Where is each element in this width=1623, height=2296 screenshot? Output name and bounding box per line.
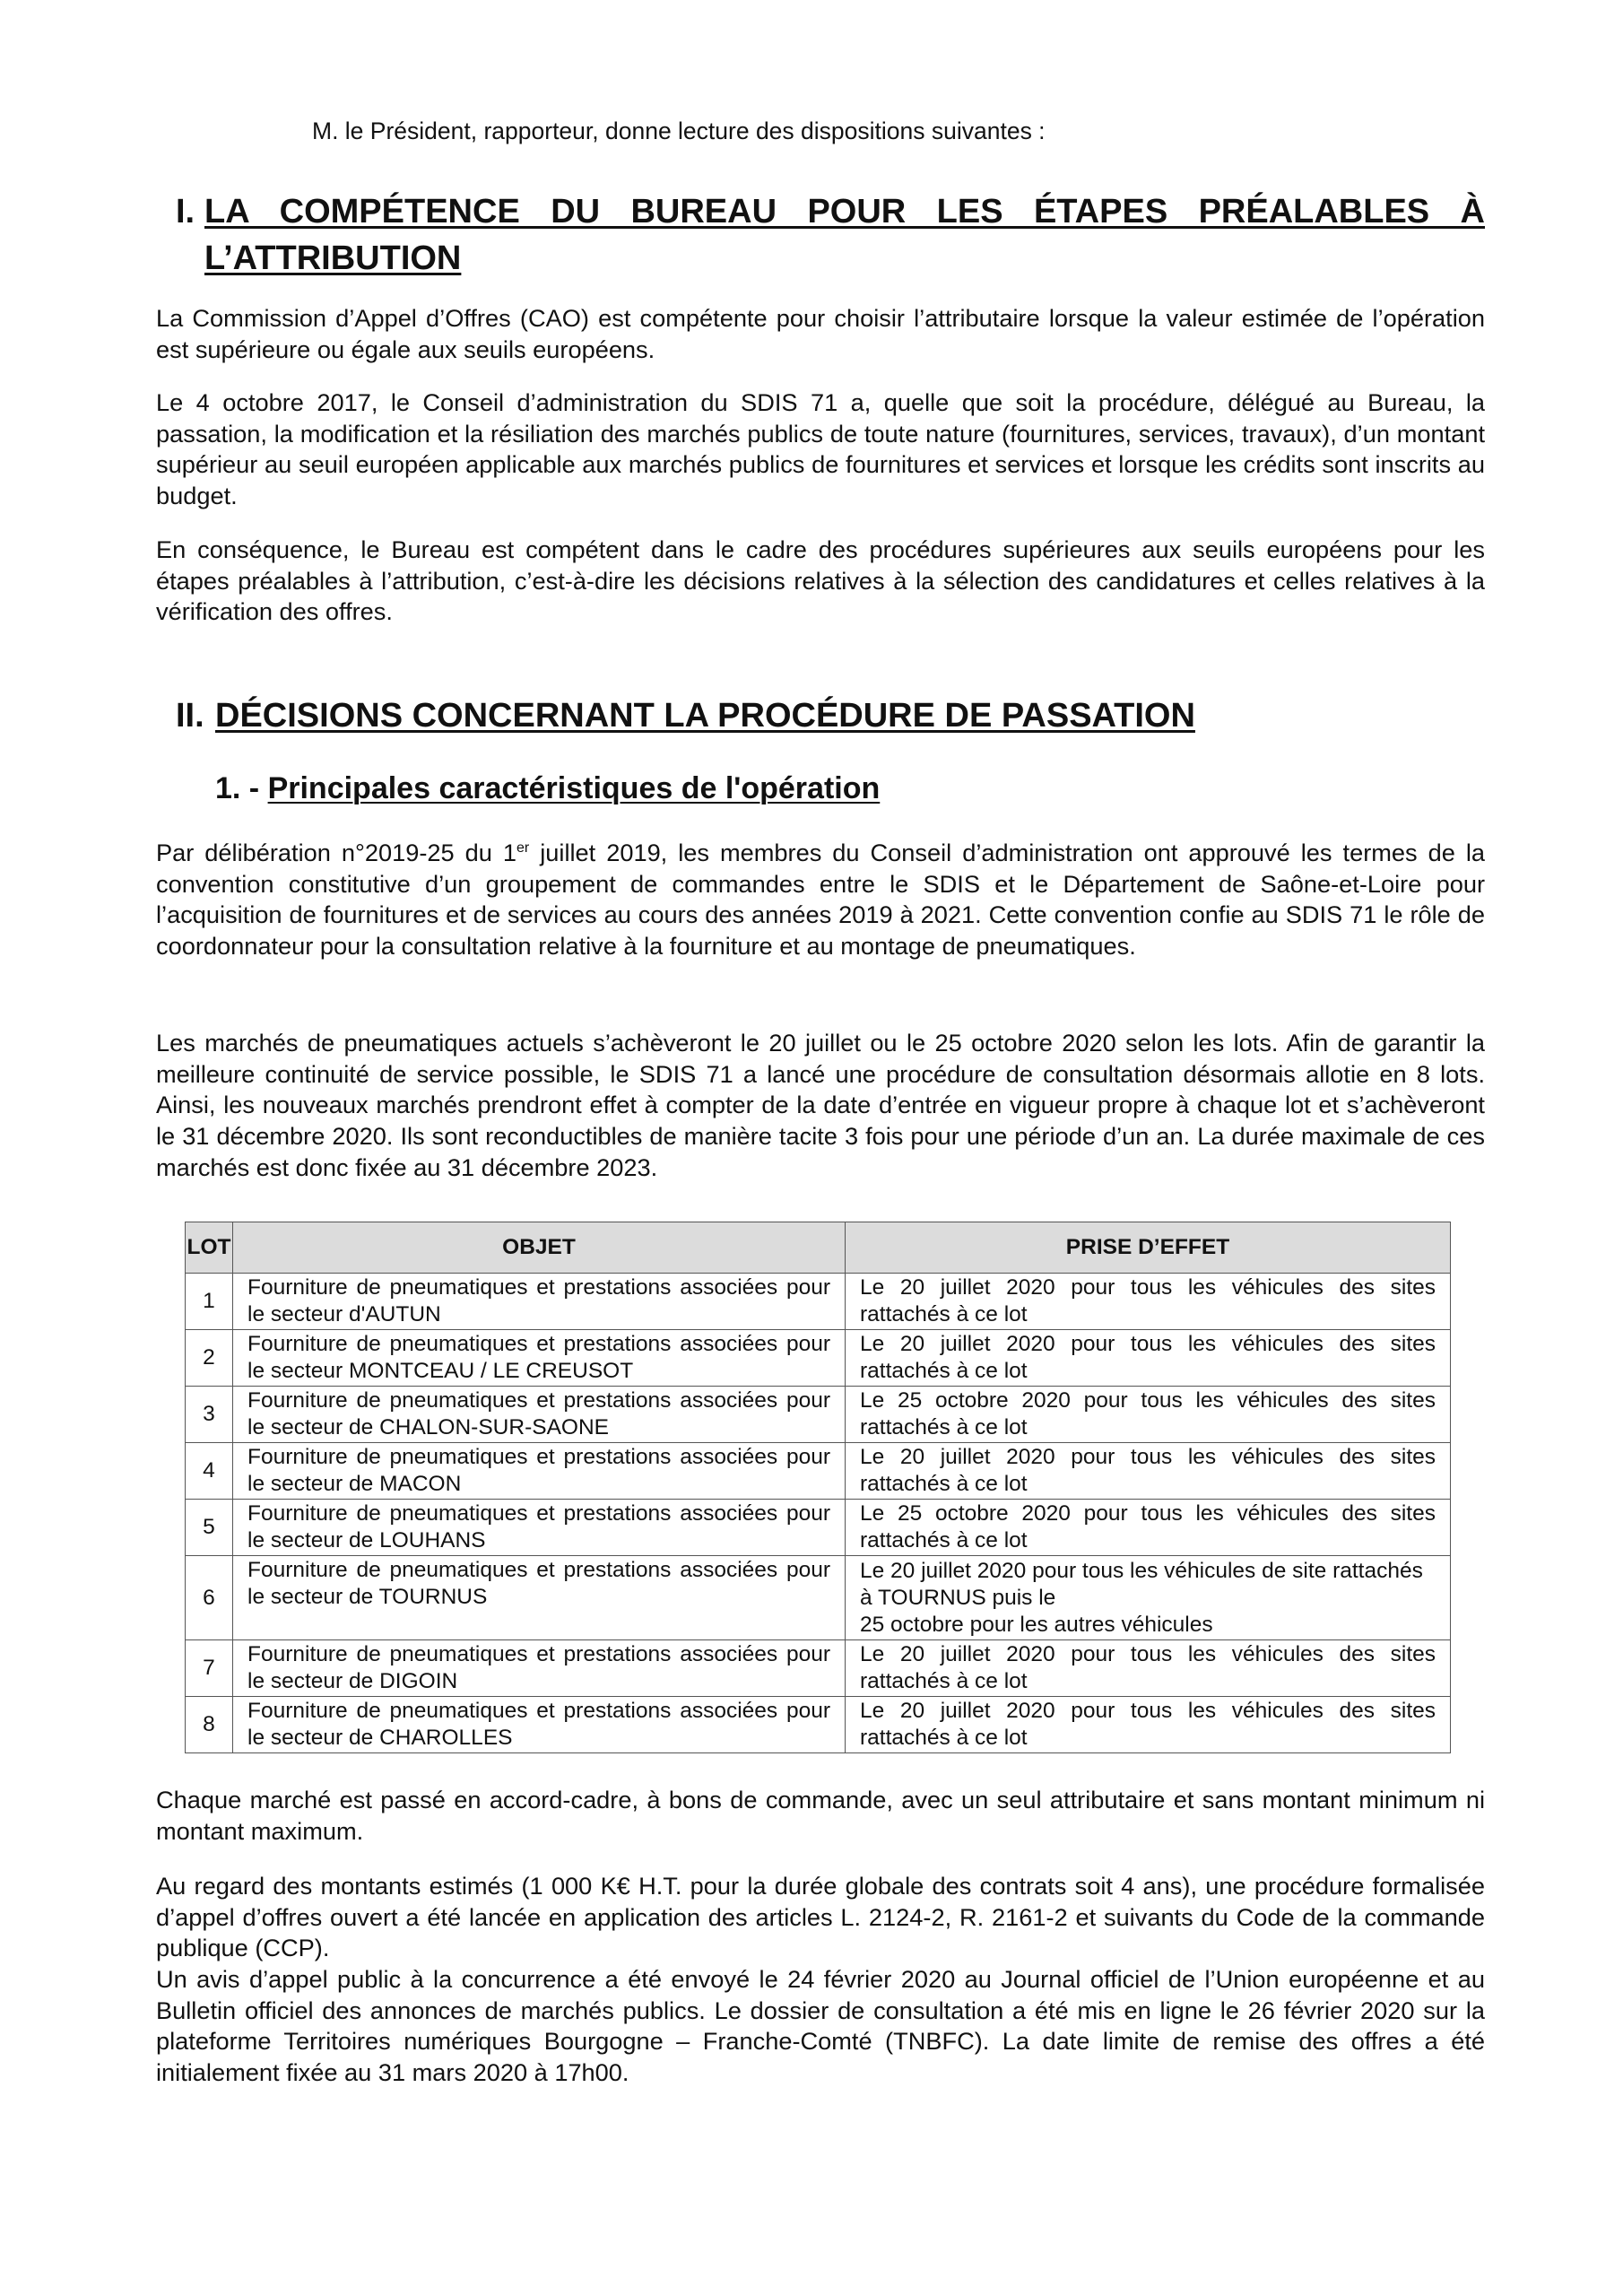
- section-2-number: II.: [176, 697, 204, 735]
- table-row: [186, 1640, 1451, 1697]
- lot-objet: Fourniture de pneumatiques et prestations associées pour le secteur de TOURNUS: [233, 1556, 846, 1640]
- section-1-title: LA COMPÉTENCE DU BUREAU POUR LES ÉTAPES PRÉALABLES À L’ATTRIBUTION: [204, 193, 1485, 277]
- table-row: [186, 1387, 1451, 1443]
- lot-objet: Fourniture de pneumatiques et prestations associées pour le secteur de CHAROLLES: [233, 1697, 846, 1753]
- lot-prise-effet: Le 25 octobre 2020 pour tous les véhicules des sites rattachés à ce lot: [846, 1387, 1451, 1443]
- table-row: [186, 1330, 1451, 1387]
- superscript: er: [516, 839, 530, 856]
- lot-number: 6: [186, 1556, 233, 1640]
- lot-prise-effet: Le 20 juillet 2020 pour tous les véhicules des sites rattachés à ce lot: [846, 1443, 1451, 1500]
- lot-number: 5: [186, 1500, 233, 1556]
- lot-number: 3: [186, 1387, 233, 1443]
- lot-objet: Fourniture de pneumatiques et prestations associées pour le secteur de MACON: [233, 1443, 846, 1500]
- section-2-paragraph-4: Au regard des montants estimés (1 000 K€ H.T. pour la durée globale des contrats soit 4 ans), une procédure formalisée d’appel d’offres ouvert a été lancée en application des articles L. 2124-2, R. 2161-2 et suivants du Code de la commande publique (CCP).: [156, 1872, 1485, 1962]
- section-2-paragraph-2: Les marchés de pneumatiques actuels s’achèveront le 20 juillet ou le 25 octobre 2020 selon les lots. Afin de garantir la meilleure continuité de service possible, le SDIS 71 a lancé une procédure de consultation désormais allotie en 8 lots. Ainsi, les nouveaux marchés prendront effet à compter de la date d’entrée en vigueur propre à chaque lot et s’achèveront le 31 décembre 2020. Ils sont reconductibles de manière tacite 3 fois pour une période d’un an. La durée maximale de ces marchés est donc fixée au 31 décembre 2023.: [156, 1029, 1485, 1181]
- table-row: [186, 1556, 1451, 1640]
- section-2-paragraph-1: [156, 838, 1485, 962]
- section-2-title: DÉCISIONS CONCERNANT LA PROCÉDURE DE PASSATION: [215, 697, 1195, 735]
- lot-objet: Fourniture de pneumatiques et prestations associées pour le secteur de LOUHANS: [233, 1500, 846, 1556]
- lot-prise-effet: Le 20 juillet 2020 pour tous les véhicules des sites rattachés à ce lot: [846, 1274, 1451, 1330]
- paragraph-text: Par délibération n°2019-25 du 1: [156, 839, 517, 866]
- section-1-heading: [176, 188, 1485, 282]
- section-1-paragraph: Le 4 octobre 2017, le Conseil d’administration du SDIS 71 a, quelle que soit la procédure, délégué au Bureau, la passation, la modification et la résiliation des marchés publics de toute nature (fournitures, services, travaux), d’un montant supérieur au seuil européen applicable aux marchés publics de fournitures et services et lorsque les crédits sont inscrits au budget.: [156, 388, 1485, 510]
- intro-line: M. le Président, rapporteur, donne lecture des dispositions suivantes :: [312, 117, 1046, 144]
- lot-number: 4: [186, 1443, 233, 1500]
- lot-number: 8: [186, 1697, 233, 1753]
- table-row: [186, 1443, 1451, 1500]
- lot-prise-effet-line: Le 20 juillet 2020 pour tous les véhicules de site rattachés à TOURNUS puis le: [860, 1558, 1423, 1610]
- table-header-row: [186, 1222, 1451, 1274]
- table-row: [186, 1500, 1451, 1556]
- lot-prise-effet: Le 25 octobre 2020 pour tous les véhicules des sites rattachés à ce lot: [846, 1500, 1451, 1556]
- lot-prise-effet-line: 25 octobre pour les autres véhicules: [860, 1612, 1213, 1637]
- section-2-paragraph-5: Un avis d’appel public à la concurrence a été envoyé le 24 février 2020 au Journal officiel de l’Union européenne et au Bulletin officiel des annonces de marchés publics. Le dossier de consultation a été mis en ligne le 26 février 2020 sur la plateforme Territoires numériques Bourgogne – Franche-Comté (TNBFC). La date limite de remise des offres a été initialement fixée au 31 mars 2020 à 17h00.: [156, 1965, 1485, 2087]
- lot-number: 7: [186, 1640, 233, 1697]
- header-objet: OBJET: [233, 1222, 846, 1274]
- lot-prise-effet: Le 20 juillet 2020 pour tous les véhicules des sites rattachés à ce lot: [846, 1697, 1451, 1753]
- lot-prise-effet: [846, 1556, 1451, 1640]
- subsection-title: Principales caractéristiques de l'opération: [267, 771, 881, 805]
- lot-number: 2: [186, 1330, 233, 1387]
- lot-objet: Fourniture de pneumatiques et prestations associées pour le secteur MONTCEAU / LE CREUSOT: [233, 1330, 846, 1387]
- subsection-number: 1. -: [215, 771, 260, 805]
- lot-objet: Fourniture de pneumatiques et prestations associées pour le secteur de CHALON-SUR-SAONE: [233, 1387, 846, 1443]
- table-row: [186, 1274, 1451, 1330]
- section-1-paragraph: En conséquence, le Bureau est compétent dans le cadre des procédures supérieures aux seuils européens pour les étapes préalables à l’attribution, c’est-à-dire les décisions relatives à la sélection des candidatures et celles relatives à la vérification des offres.: [156, 535, 1485, 626]
- lots-table: [185, 1222, 1451, 1753]
- section-1-number: I.: [176, 193, 195, 230]
- paragraph-text: juillet 2019, les membres du Conseil d’administration ont approuvé les termes de la convention constitutive d’un groupement de commandes entre le SDIS et le Département de Saône-et-Loire pour l’acquisition de fournitures et de services au cours des années 2019 à 2021. Cette convention confie au SDIS 71 le rôle de coordonnateur pour la consultation relative à la fourniture et au montage de pneumatiques.: [156, 839, 1486, 961]
- table-row: [186, 1697, 1451, 1753]
- section-2-heading: [176, 692, 1485, 739]
- lot-prise-effet: Le 20 juillet 2020 pour tous les véhicules des sites rattachés à ce lot: [846, 1330, 1451, 1387]
- lot-prise-effet: Le 20 juillet 2020 pour tous les véhicules des sites rattachés à ce lot: [846, 1640, 1451, 1697]
- section-2-paragraph-3: Chaque marché est passé en accord-cadre, à bons de commande, avec un seul attributaire et sans montant minimum ni montant maximum.: [156, 1786, 1485, 1845]
- header-lot: LOT: [186, 1222, 233, 1274]
- section-1-paragraph: La Commission d’Appel d’Offres (CAO) est compétente pour choisir l’attributaire lorsque la valeur estimée de l’opération est supérieure ou égale aux seuils européens.: [156, 304, 1485, 363]
- lot-objet: Fourniture de pneumatiques et prestations associées pour le secteur de DIGOIN: [233, 1640, 846, 1697]
- header-prise-effet: PRISE D’EFFET: [846, 1222, 1451, 1274]
- subsection-heading: [215, 768, 880, 809]
- lot-objet: Fourniture de pneumatiques et prestations associées pour le secteur d'AUTUN: [233, 1274, 846, 1330]
- lot-number: 1: [186, 1274, 233, 1330]
